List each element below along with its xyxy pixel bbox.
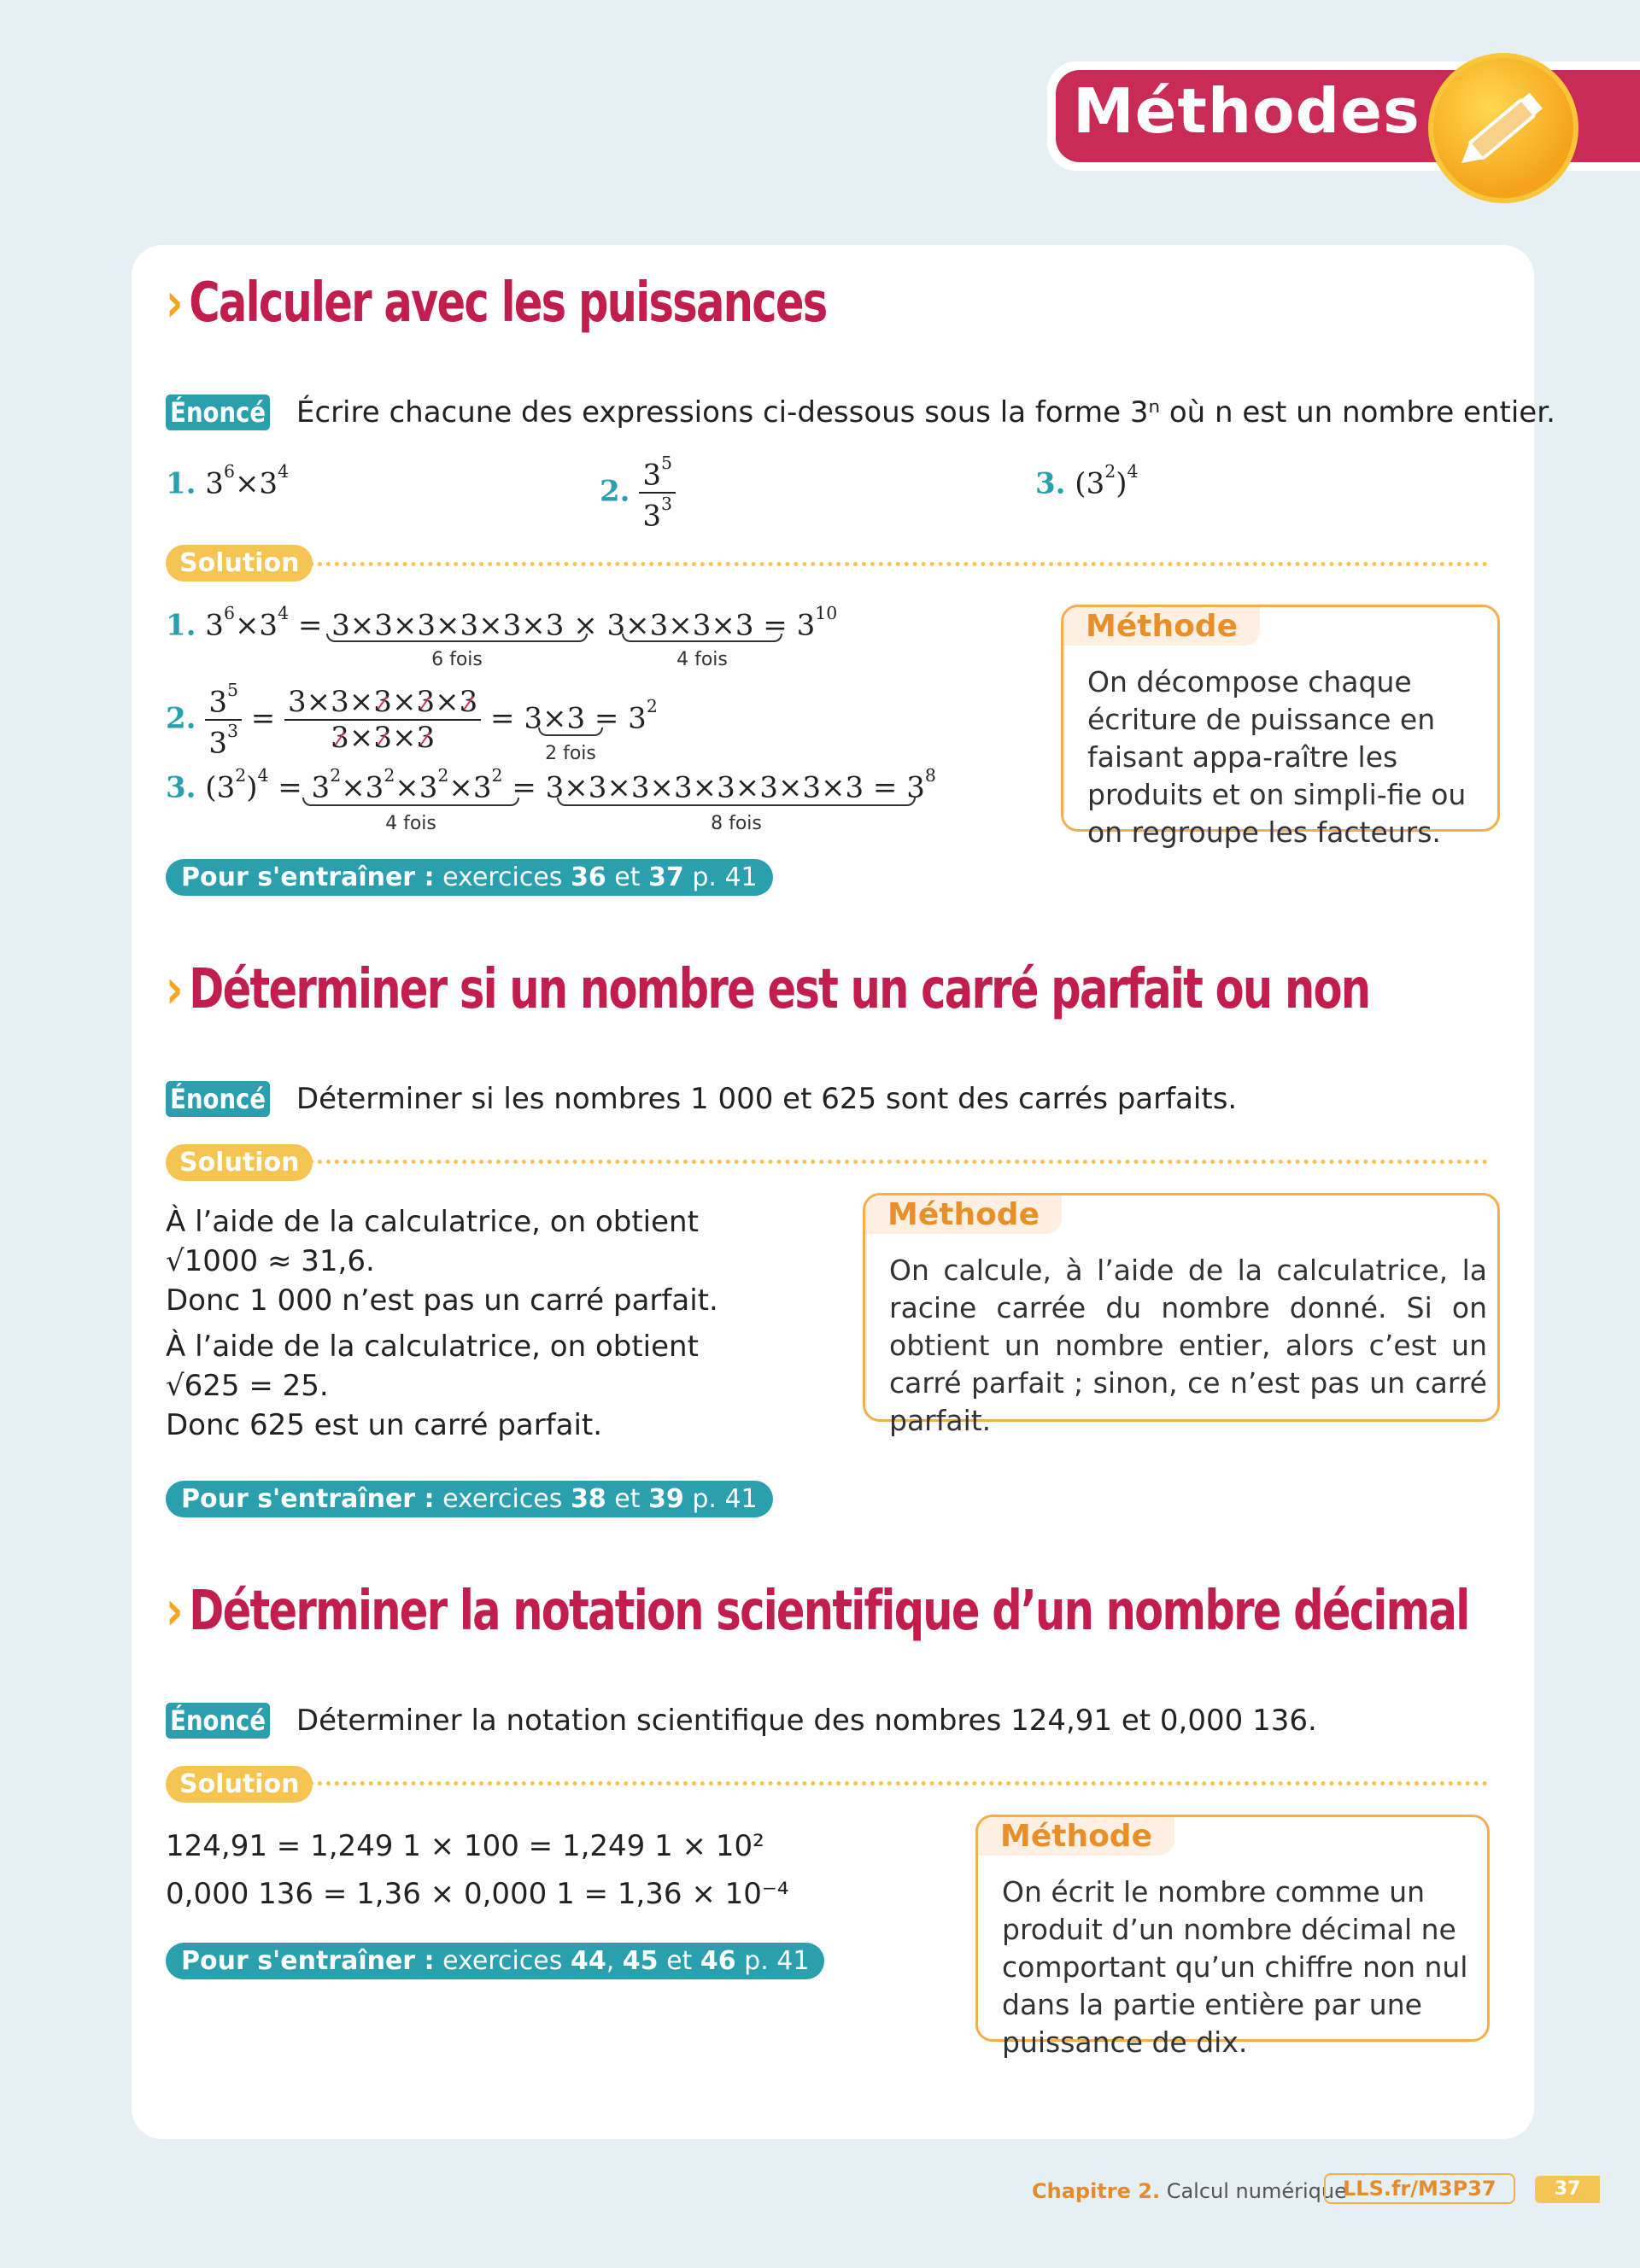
- section-title-1: › Calculer avec les puissances: [166, 272, 827, 335]
- enonce-tag: Énoncé: [166, 395, 270, 430]
- header-banner: [1047, 61, 1640, 171]
- brace-label: 6 fois: [431, 649, 483, 670]
- method-tag: Méthode: [1063, 607, 1260, 646]
- enonce-text: Déterminer la notation scientifique des nombres 124,91 et 0,000 136.: [296, 1704, 1317, 1738]
- pencil-icon: [1428, 53, 1578, 203]
- method-text: On calcule, à l’aide de la calculatrice, la racine carrée du nombre donné. Si on obtient un nombre entier, alors c’est un carré parfait ; sinon, ce n’est pas un carré parfait.: [889, 1254, 1487, 1437]
- solution-1-line-3: 3. $(3^2)^4 = 3^2\times 3^2\times 3^2\times 3^2 = 3\times 3\times 3\times 3\times 3\times 3\times 3\times 3 = 3^8$: [166, 765, 936, 805]
- enonce-3: [166, 1703, 1317, 1739]
- method-text: On décompose chaque écriture de puissance en faisant appa-raître les produits et on simpli-fie ou on regroupe les facteurs.: [1087, 665, 1467, 849]
- solution-tag-3: Solution: [166, 1766, 313, 1803]
- brace-label: 8 fois: [711, 813, 762, 834]
- dotted-divider: [309, 1160, 1488, 1164]
- header-title: Méthodes: [1073, 75, 1420, 147]
- dotted-divider: [309, 1781, 1488, 1786]
- brace-label: 4 fois: [676, 649, 728, 670]
- training-link-2[interactable]: Pour s'entraîner : exercices 38 et 39 p. 41: [166, 1481, 773, 1517]
- method-box-2: [863, 1193, 1500, 1437]
- chevron-right-icon: ›: [166, 272, 182, 335]
- exercise-1-2: 2. $\frac{3^5}{3^3}$: [600, 453, 676, 534]
- exercise-1-3: 3. $(3^2)^4$: [1035, 461, 1139, 501]
- enonce-text: Écrire chacune des expressions ci-dessous sous la forme 3ⁿ où n est un nombre entier.: [296, 395, 1555, 430]
- training-link-3[interactable]: Pour s'entraîner : exercices 44, 45 et 46 p. 41: [166, 1943, 824, 1979]
- chevron-right-icon: ›: [166, 958, 182, 1021]
- brace-label: 2 fois: [545, 743, 596, 764]
- method-box-1: [1061, 605, 1500, 849]
- solution-3-text: 124,91 = 1,249 1 × 100 = 1,249 1 × 10² 0,000 136 = 1,36 × 0,000 1 = 1,36 × 10⁻⁴: [166, 1829, 789, 1911]
- method-text: On écrit le nombre comme un produit d’un nombre décimal ne comportant qu’un chiffre non nul dans la partie entière par une puissance de dix.: [1002, 1875, 1468, 2059]
- enonce-tag: Énoncé: [166, 1703, 270, 1739]
- solution-2-text: À l’aide de la calculatrice, on obtient √1000 ≈ 31,6. Donc 1 000 n’est pas un carré parfait. À l’aide de la calculatrice, on obtient √625 = 25. Donc 625 est un carré parfait.: [166, 1205, 718, 1442]
- enonce-tag: Énoncé: [166, 1081, 270, 1117]
- method-box-3: [975, 1815, 1490, 2059]
- solution-tag-2: Solution: [166, 1144, 313, 1181]
- footer-link[interactable]: LLS.fr/M3P37: [1324, 2173, 1515, 2204]
- brace-label: 4 fois: [385, 813, 436, 834]
- page-number: 37: [1535, 2176, 1600, 2203]
- enonce-text: Déterminer si les nombres 1 000 et 625 sont des carrés parfaits.: [296, 1082, 1238, 1116]
- method-tag: Méthode: [978, 1817, 1174, 1856]
- solution-tag-1: Solution: [166, 545, 313, 582]
- training-link-1[interactable]: Pour s'entraîner : exercices 36 et 37 p. 41: [166, 859, 773, 896]
- enonce-1: [166, 395, 1555, 430]
- enonce-2: [166, 1081, 1237, 1117]
- footer-chapter: Chapitre 2. Calcul numérique: [1032, 2179, 1347, 2203]
- section-title-2: › Déterminer si un nombre est un carré parfait ou non: [166, 958, 1370, 1021]
- exercise-1-1: 1. $3^6\times 3^4$: [166, 461, 290, 501]
- dotted-divider: [309, 562, 1488, 566]
- solution-1-line-2: 2. $\frac{3^5}{3^3}$ = $\frac{3\times 3\times 3\times 3\times 3}{3\times 3\times 3}$ = $3\times 3 = 3^2$: [166, 680, 658, 761]
- section-title-3: › Déterminer la notation scientifique d’un nombre décimal: [166, 1580, 1469, 1643]
- method-tag: Méthode: [865, 1195, 1062, 1234]
- chevron-right-icon: ›: [166, 1580, 182, 1643]
- solution-1-line-1: 1. $3^6\times 3^4 = 3\times 3\times 3\times 3\times 3\times 3 \times 3\times 3\times 3\times 3 = 3^{10}$: [166, 603, 838, 643]
